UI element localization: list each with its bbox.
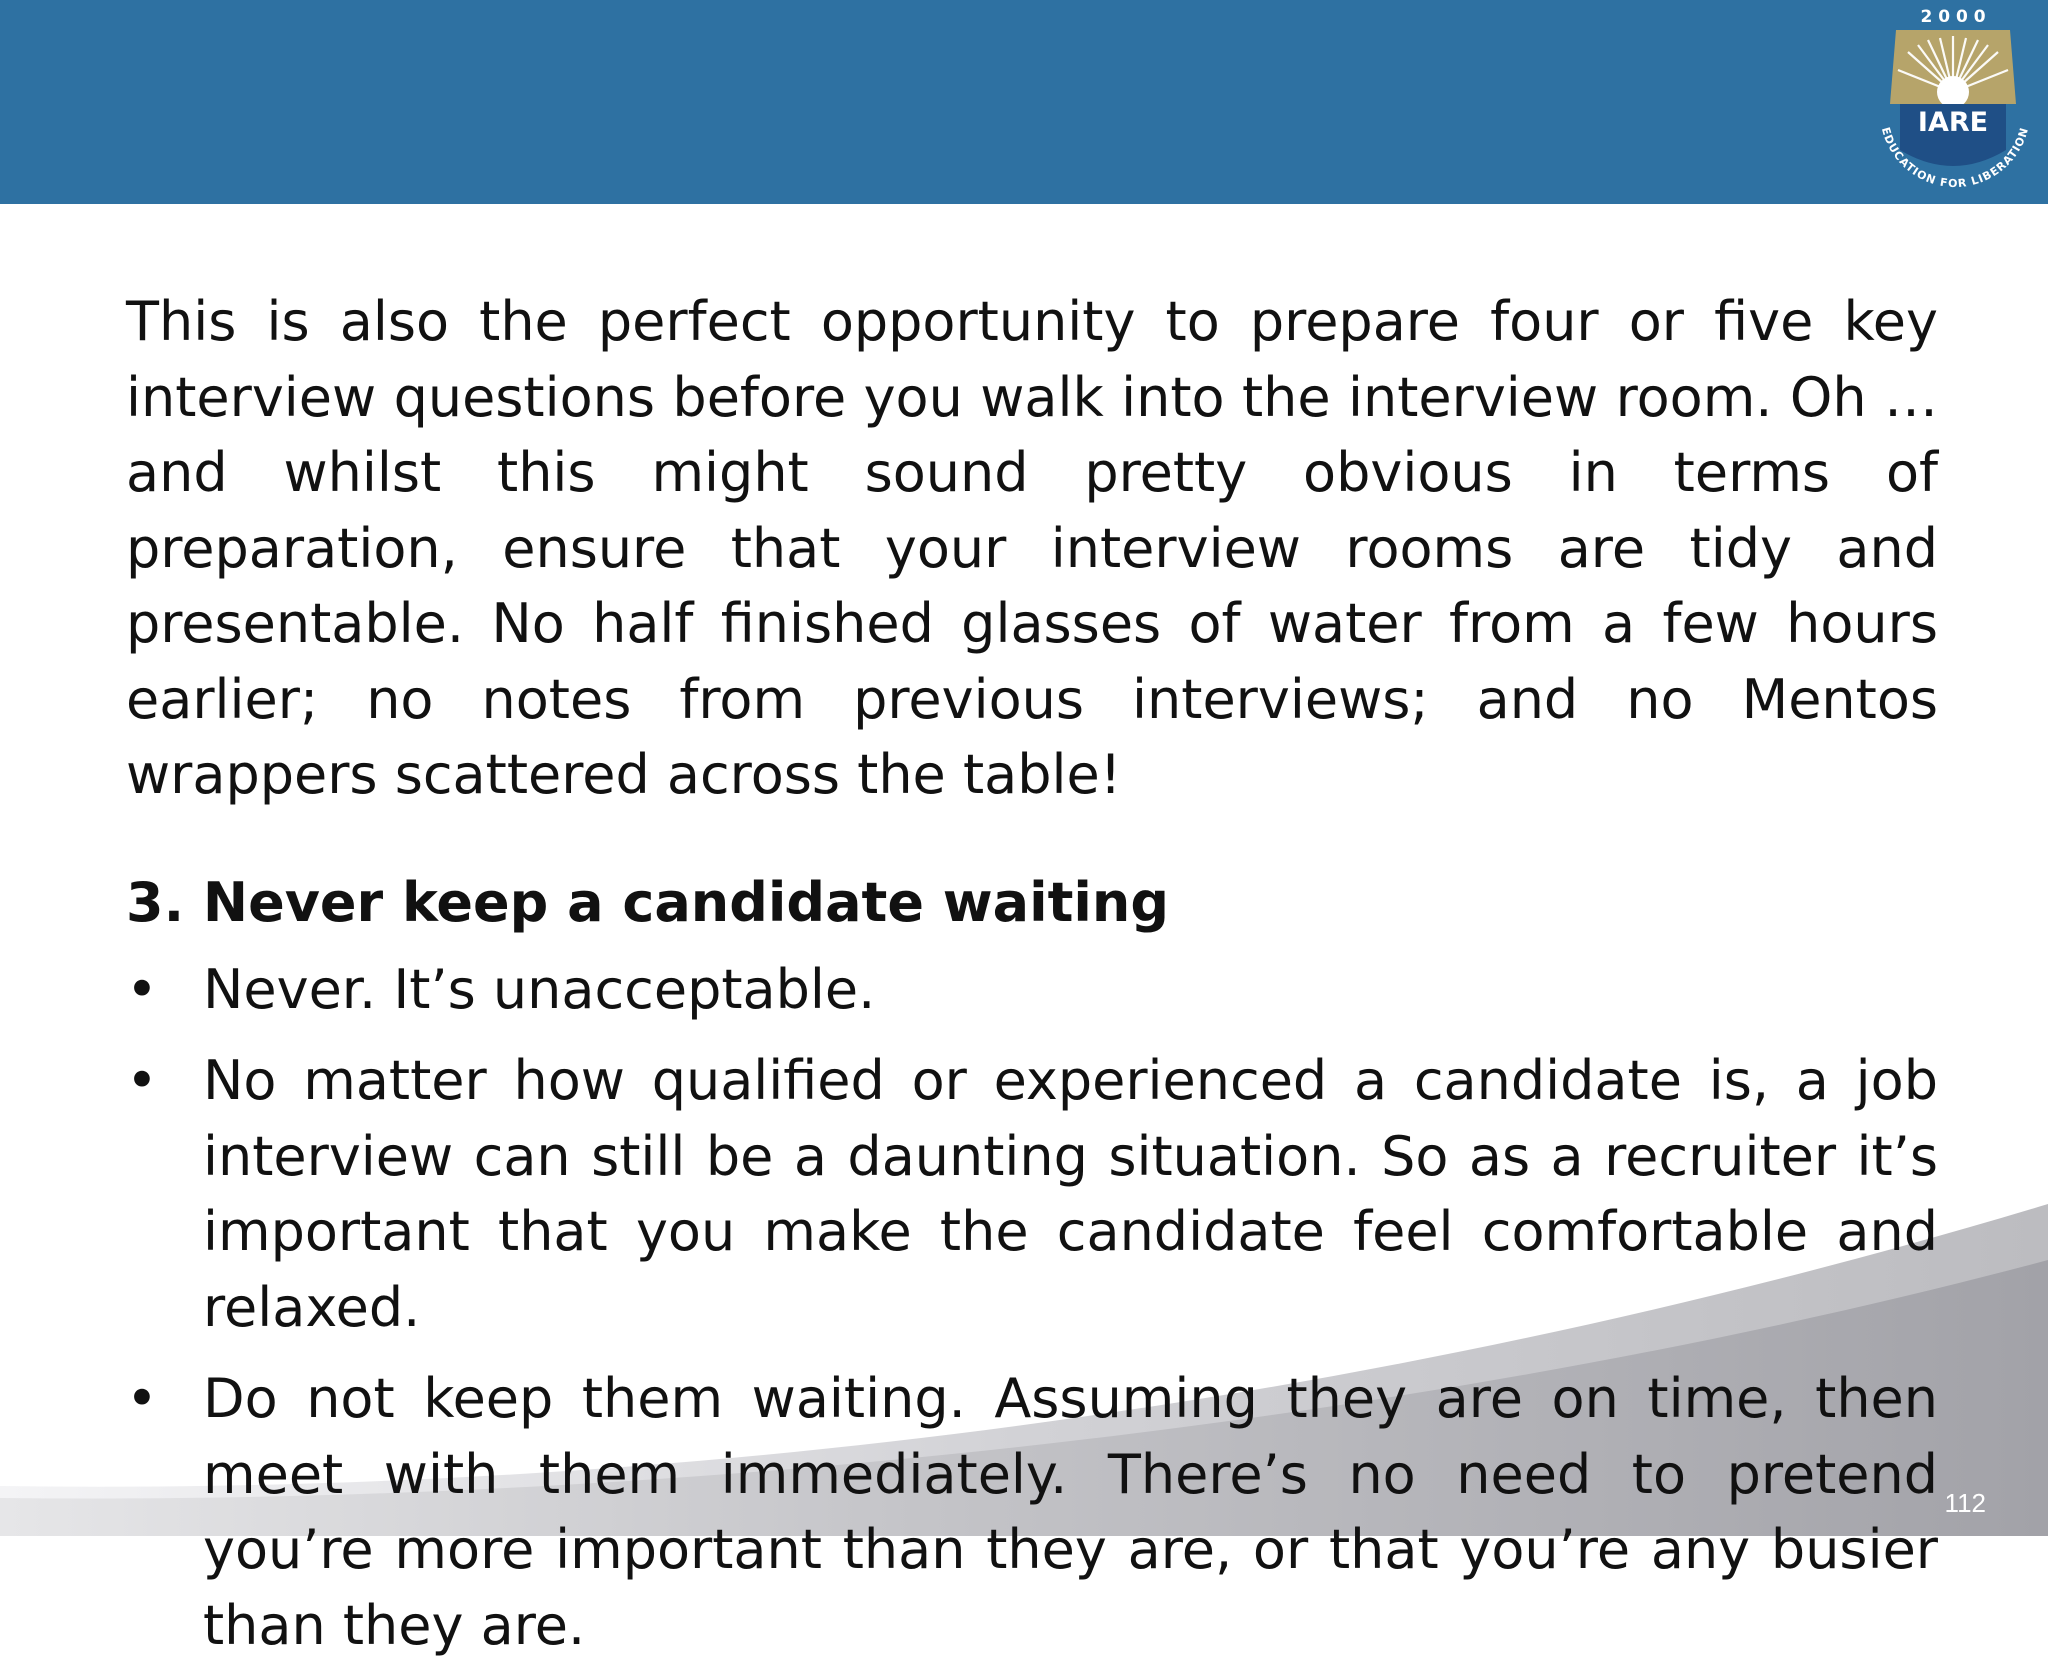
header-bar (0, 0, 2048, 204)
bullet-item (126, 1361, 1938, 1663)
bullet-list (126, 952, 1938, 1664)
page-number: 112 (1944, 1488, 1986, 1518)
logo-year: 2 0 0 0 (1920, 7, 1986, 27)
intro-paragraph: This is also the perfect opportunity to prepare four or five key interview questions before you walk into the interview room. Oh … and whilst this might sound pretty obvious in terms of preparation, ensure that your interview rooms are tidy and presentable. No half finished glasses of water from a few hours earlier; no notes from previous interviews; and no Mentos wrappers scattered across the table! (126, 290, 1938, 806)
logo-name: IARE (1917, 107, 1989, 138)
bullet-text: Do not keep them waiting. Assuming they are on time, then meet with them immediately. There’s no need to pretend you’re more important than they are, or that you’re any busier than they are. (203, 1367, 1938, 1657)
bullet-marker: • (126, 1049, 158, 1112)
section-heading: 3. Never keep a candidate waiting (126, 870, 1170, 934)
bullet-marker: • (126, 957, 158, 1021)
bullet-text: Never. It’s unacceptable. (203, 957, 876, 1021)
iare-logo (1858, 0, 2048, 204)
bullet-text: No matter how qualified or experienced a candidate is, a job interview can still be a daunting situation. So as a recruiter it’s important that you make the candidate feel comfortable and relaxed. (203, 1049, 1938, 1339)
logo-motto: EDUCATION FOR LIBERATION (1878, 125, 2032, 191)
bullet-item (126, 952, 1938, 1028)
slide-content (126, 284, 1938, 1679)
bullet-marker: • (126, 1367, 158, 1430)
bullet-item (126, 1043, 1938, 1345)
